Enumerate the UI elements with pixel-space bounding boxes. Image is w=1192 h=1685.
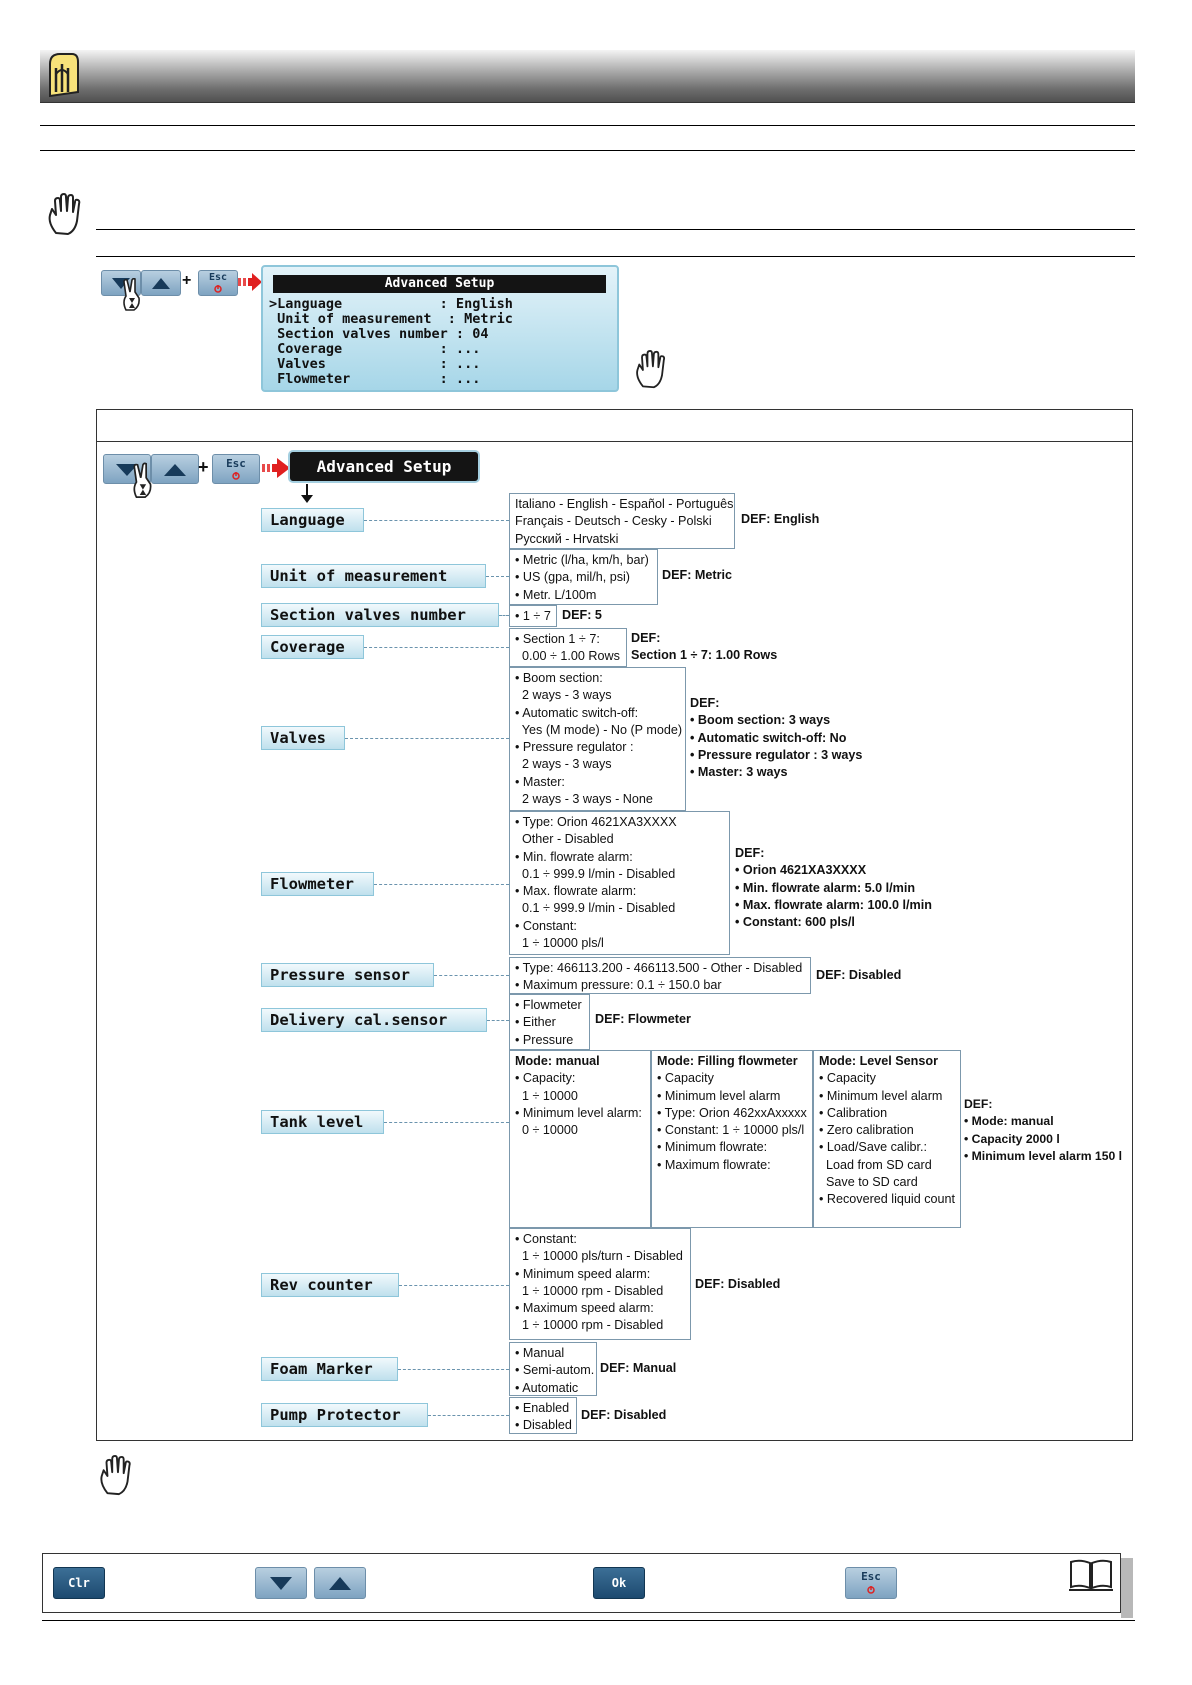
- menu-item-tank-level[interactable]: Tank level: [261, 1110, 384, 1134]
- menu-item-unit-of-measurement[interactable]: Unit of measurement: [261, 564, 486, 588]
- up-arrow-icon: [142, 271, 180, 295]
- connector-line: [399, 1285, 509, 1286]
- esc-label: Esc: [208, 272, 228, 283]
- option-text: • Type: Orion 462xxAxxxxx: [657, 1105, 807, 1120]
- hand-press-icon: [130, 462, 158, 500]
- option-text: • Calibration: [819, 1105, 888, 1120]
- option-text: • Min. flowrate alarm:: [515, 849, 633, 864]
- default-text: DEF:: [631, 631, 661, 645]
- power-icon: [213, 471, 259, 481]
- option-text: • Automatic switch-off:: [515, 705, 639, 720]
- default-text: • Automatic switch-off: No: [690, 730, 847, 745]
- menu-item-language[interactable]: Language: [261, 508, 364, 532]
- option-text: Other - Disabled: [515, 832, 614, 847]
- section-valves-options-box: [509, 605, 557, 627]
- lcd-row: Unit of measurement : Metric: [269, 311, 513, 327]
- option-text: • Disabled: [515, 1418, 572, 1433]
- option-text: • Boom section:: [515, 671, 603, 685]
- option-text: • Constant: 1 ÷ 10000 pls/l: [657, 1123, 805, 1138]
- hand-attention-icon: [632, 350, 672, 390]
- tank-mode-manual-box: [509, 1050, 651, 1228]
- esc-button[interactable]: [198, 270, 238, 296]
- option-text: • Minimum flowrate:: [657, 1140, 768, 1155]
- option-text: 1 ÷ 10000 pls/turn - Disabled: [515, 1249, 683, 1264]
- note-rule-top: [96, 229, 1135, 230]
- option-text: 1 ÷ 10000 rpm - Disabled: [515, 1318, 664, 1333]
- lcd-title: Advanced Setup: [273, 275, 606, 293]
- up-arrow-button[interactable]: [141, 270, 181, 296]
- connector-line: [345, 738, 509, 739]
- coverage-options-box: [509, 628, 627, 667]
- connector-line: [434, 975, 509, 976]
- valves-options-box: [509, 667, 686, 811]
- menu-item-section-valves-number[interactable]: Section valves number: [261, 603, 499, 627]
- option-text: • Manual: [515, 1346, 565, 1360]
- option-text: 0.1 ÷ 999.9 l/min - Disabled: [515, 901, 676, 916]
- menu-item-foam-marker[interactable]: Foam Marker: [261, 1357, 398, 1381]
- option-text: Français - Deutsch - Cesky - Polski: [515, 514, 712, 529]
- clr-button[interactable]: [53, 1567, 105, 1599]
- pump-protector-default: DEF: Disabled: [581, 1408, 667, 1422]
- option-text: • Type: Orion 4621XA3XXXX: [515, 815, 677, 829]
- tank-mode-filling-flowmeter-box: [651, 1050, 813, 1228]
- manual-book-icon: [1068, 1558, 1114, 1592]
- footer-key-legend: [42, 1553, 1121, 1613]
- connector-line: [487, 1020, 509, 1021]
- up-arrow-button[interactable]: [314, 1567, 366, 1599]
- language-options-box: [509, 493, 735, 549]
- up-arrow-icon: [152, 455, 198, 483]
- ok-button[interactable]: [593, 1567, 645, 1599]
- connector-line: [384, 1122, 509, 1123]
- option-text: • Constant:: [515, 918, 577, 933]
- esc-label: Esc: [861, 1570, 881, 1583]
- option-text: • Section 1 ÷ 7:: [515, 632, 600, 646]
- default-text: • Boom section: 3 ways: [690, 713, 831, 728]
- option-text: 1 ÷ 10000 pls/l: [515, 936, 604, 951]
- clr-label: Clr: [68, 1576, 90, 1590]
- option-text: • Flowmeter: [515, 998, 582, 1012]
- default-text: DEF:: [964, 1097, 993, 1111]
- default-text: • Master: 3 ways: [690, 765, 788, 780]
- option-text: • Capacity: [657, 1071, 714, 1086]
- menu-item-pressure-sensor[interactable]: Pressure sensor: [261, 963, 434, 987]
- default-text: • Orion 4621XA3XXXX: [735, 863, 867, 878]
- option-text: • Minimum level alarm: [657, 1088, 781, 1103]
- option-text: • Metr. L/100m: [515, 587, 597, 602]
- connector-line: [499, 615, 509, 616]
- option-text: • US (gpa, mil/h, psi): [515, 570, 630, 585]
- menu-item-delivery-cal-sensor[interactable]: Delivery cal.sensor: [261, 1008, 487, 1032]
- footer-shadow: [1121, 1558, 1133, 1618]
- plus-sign: +: [182, 272, 192, 289]
- menu-item-rev-counter[interactable]: Rev counter: [261, 1273, 399, 1297]
- connector-line: [398, 1369, 509, 1370]
- connector-line: [364, 647, 509, 648]
- lcd-row: Section valves number : 04: [269, 326, 489, 342]
- mode-title: Mode: Filling flowmeter: [657, 1054, 798, 1068]
- rev-counter-default: DEF: Disabled: [695, 1277, 781, 1291]
- power-icon: [846, 1585, 896, 1595]
- option-text: • Maximum pressure: 0.1 ÷ 150.0 bar: [515, 978, 722, 993]
- menu-item-pump-protector[interactable]: Pump Protector: [261, 1403, 428, 1427]
- option-text: 2 ways - 3 ways: [515, 688, 612, 703]
- option-text: • Master:: [515, 774, 565, 789]
- hand-press-icon: [120, 278, 146, 312]
- section-rule-top: [40, 125, 1135, 126]
- default-text: • Min. flowrate alarm: 5.0 l/min: [735, 880, 916, 895]
- section-valves-default: DEF: 5: [562, 608, 602, 622]
- note-rule-bottom: [96, 256, 1135, 257]
- manual-logo-icon: [46, 52, 80, 98]
- power-icon: [199, 284, 237, 294]
- default-text: DEF:: [690, 696, 720, 710]
- option-text: • Pressure regulator :: [515, 740, 634, 755]
- esc-label: Esc: [226, 457, 246, 470]
- menu-item-coverage[interactable]: Coverage: [261, 635, 364, 659]
- header-bar: [40, 50, 1135, 103]
- red-arrow-icon: [238, 272, 262, 292]
- ok-label: Ok: [611, 1576, 627, 1590]
- option-text: • Zero calibration: [819, 1123, 914, 1138]
- rev-counter-options-box: [509, 1228, 691, 1340]
- default-text: • Capacity 2000 l: [964, 1131, 1060, 1146]
- tank-level-default: [964, 1096, 1122, 1165]
- esc-button[interactable]: [845, 1567, 897, 1599]
- option-text: • Maximum speed alarm:: [515, 1301, 654, 1316]
- esc-button[interactable]: [212, 454, 260, 484]
- option-text: • Capacity: [819, 1071, 876, 1086]
- connector-line: [364, 520, 509, 521]
- mode-title: Mode: manual: [515, 1054, 600, 1068]
- foam-marker-options-box: [509, 1342, 597, 1396]
- pump-protector-options-box: [509, 1397, 577, 1434]
- up-arrow-icon: [315, 1568, 365, 1598]
- option-text: • Minimum level alarm: [819, 1088, 943, 1103]
- panel-header-divider: [96, 441, 1133, 442]
- hand-attention-icon: [96, 1455, 138, 1497]
- lcd-row: Valves : ...: [269, 356, 481, 372]
- option-text: Italiano - English - Español - Português: [515, 497, 734, 511]
- menu-item-valves[interactable]: Valves: [261, 726, 345, 750]
- option-text: • Minimum level alarm:: [515, 1105, 642, 1120]
- option-text: • Automatic: [515, 1380, 579, 1395]
- mode-title: Mode: Level Sensor: [819, 1054, 938, 1068]
- option-text: Yes (M mode) - No (P mode): [515, 722, 683, 737]
- menu-item-flowmeter[interactable]: Flowmeter: [261, 872, 374, 896]
- option-text: Русский - Hrvatski: [515, 531, 619, 546]
- unit-default: DEF: Metric: [662, 568, 732, 582]
- valves-default: [690, 695, 862, 781]
- option-text: • Pressure: [515, 1032, 574, 1047]
- default-text: • Minimum level alarm 150 l: [964, 1148, 1123, 1163]
- option-text: • Type: 466113.200 - 466113.500 - Other - Disabled: [515, 961, 803, 975]
- delivery-sensor-options-box: [509, 994, 590, 1050]
- option-text: • Minimum speed alarm:: [515, 1266, 651, 1281]
- option-text: • Metric (l/ha, km/h, bar): [515, 553, 649, 567]
- default-text: • Pressure regulator : 3 ways: [690, 747, 863, 762]
- connector-line: [428, 1415, 509, 1416]
- tank-mode-level-sensor-box: [813, 1050, 961, 1228]
- option-text: 1 ÷ 10000: [515, 1088, 578, 1103]
- option-text: 0.00 ÷ 1.00 Rows: [515, 649, 620, 664]
- plus-sign: +: [198, 457, 209, 477]
- down-arrow-button[interactable]: [255, 1567, 307, 1599]
- option-text: • Recovered liquid count: [819, 1192, 956, 1207]
- option-text: • Semi-autom.: [515, 1363, 595, 1378]
- lcd-row: Flowmeter : ...: [269, 371, 481, 387]
- lcd-row: Coverage : ...: [269, 341, 481, 357]
- unit-options-box: [509, 549, 658, 605]
- flowmeter-options-box: [509, 811, 730, 955]
- option-text: • Load/Save calibr.:: [819, 1140, 928, 1155]
- coverage-default: [631, 630, 777, 665]
- foam-marker-default: DEF: Manual: [600, 1361, 677, 1375]
- option-text: • 1 ÷ 7: [515, 609, 551, 623]
- down-arrow-connector-icon: [298, 484, 316, 504]
- connector-line: [486, 576, 509, 577]
- red-arrow-icon: [262, 457, 290, 479]
- option-text: Load from SD card: [819, 1157, 932, 1172]
- option-text: • Capacity:: [515, 1071, 576, 1086]
- footer-rule: [42, 1620, 1135, 1621]
- option-text: • Maximum flowrate:: [657, 1157, 771, 1172]
- default-text: Section 1 ÷ 7: 1.00 Rows: [631, 648, 778, 663]
- lcd-row: >Language : English: [269, 296, 513, 312]
- option-text: • Either: [515, 1015, 556, 1030]
- pressure-sensor-options-box: [509, 957, 811, 994]
- option-text: • Constant:: [515, 1232, 577, 1246]
- lcd-screen: [261, 265, 619, 392]
- down-arrow-icon: [256, 1568, 306, 1598]
- option-text: • Max. flowrate alarm:: [515, 884, 637, 899]
- option-text: 2 ways - 3 ways - None: [515, 792, 653, 807]
- default-text: • Mode: manual: [964, 1114, 1054, 1129]
- delivery-sensor-default: DEF: Flowmeter: [595, 1012, 691, 1026]
- option-text: 0 ÷ 10000: [515, 1123, 578, 1138]
- default-text: • Constant: 600 pls/l: [735, 915, 855, 930]
- up-arrow-button[interactable]: [151, 454, 199, 484]
- option-text: 1 ÷ 10000 rpm - Disabled: [515, 1283, 664, 1298]
- connector-line: [374, 884, 509, 885]
- option-text: • Enabled: [515, 1401, 570, 1415]
- language-default: DEF: English: [741, 512, 820, 526]
- hand-attention-icon: [44, 193, 88, 237]
- default-text: • Max. flowrate alarm: 100.0 l/min: [735, 897, 932, 912]
- default-text: DEF:: [735, 846, 765, 860]
- pressure-sensor-default: DEF: Disabled: [816, 968, 902, 982]
- advanced-setup-title: Advanced Setup: [288, 450, 480, 483]
- option-text: Save to SD card: [819, 1175, 918, 1190]
- option-text: 2 ways - 3 ways: [515, 757, 612, 772]
- flowmeter-default: [735, 845, 932, 931]
- section-rule-bottom: [40, 150, 1135, 151]
- option-text: 0.1 ÷ 999.9 l/min - Disabled: [515, 866, 676, 881]
